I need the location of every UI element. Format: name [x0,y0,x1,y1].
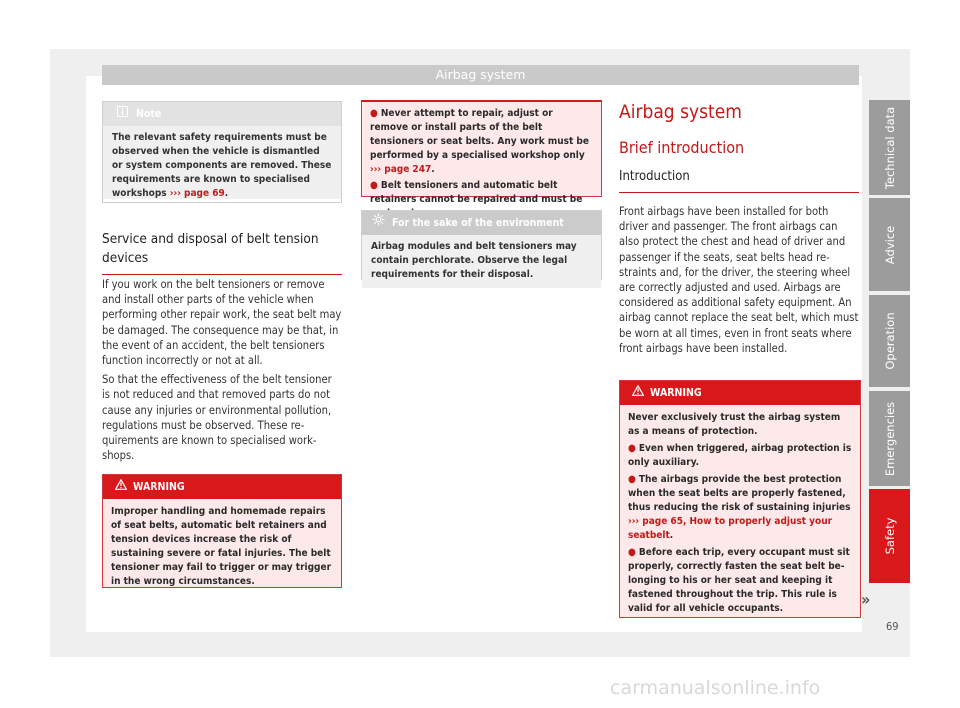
bullet-text: Even when triggered, airbag protection is only auxiliary. [628,443,852,468]
section-title: Airbag system [619,101,742,123]
paragraph: Front airbags have been installed for both driver and passenger. The front airbags can also protect the chest and head of driver and passenger if the seats, seat belts head restraints and, for the driver, the steering wheel are correctly adjusted and used. Airbags are considered as additional safety equipment. An airbag cannot replace the seat belt, which must be worn at all times, even in front seats where front airbags have been installed. [619,205,859,355]
warning-box [102,474,342,588]
running-header: Airbag system [102,65,859,85]
bullet-item [628,546,852,616]
bullet-icon: ● [370,108,378,119]
section-intro-heading: Introduction [619,169,690,184]
airbag-warning-body [620,405,860,623]
service-heading-block [102,230,342,275]
heading-rule [619,192,859,193]
info-icon [117,102,128,126]
tab-label: Operation [882,312,897,370]
service-heading: Service and disposal of belt tension devices [102,231,319,266]
environment-icon [372,211,385,235]
section-subtitle: Brief introduction [619,138,745,157]
warning-header [620,381,860,405]
tab-label: Technical data [882,106,897,189]
warning-box-continued [361,100,602,205]
watermark-text: carmanualsonline.info [610,677,821,699]
warning-triangle-icon [115,475,127,499]
bullet-text: Before each trip, every occupant must sit properly, correctly fasten the seat belt belonging to his or her seat and keeping it fastened throughout the trip. This rule is valid for all vehicle occupants. [628,547,850,614]
bullet-icon: ● [628,443,636,454]
page-link[interactable]: ››› page 65, How to properly adjust your seatbelt [628,516,833,541]
continue-marker: » [861,590,871,609]
note-box [102,101,342,203]
paragraph: If you work on the belt tensioners or remove and install other parts of the vehicle when performing other repair work, the seat belt may be damaged. The consequence may be that, in the event of an accident, the belt tensioners function incorrectly or not at all. [102,278,342,368]
bullet-text: Belt tensioners and automatic belt retainers cannot be repaired and must be [370,180,583,205]
tab-technical-data[interactable] [869,100,910,195]
tab-safety[interactable] [869,489,910,583]
bullet-icon: ● [628,474,636,485]
note-tail: . [224,188,229,199]
right-headings [619,100,859,193]
airbag-warning-box [619,380,861,618]
note-page-link[interactable]: ››› page 69 [169,188,225,199]
bullet-item [370,107,593,177]
warning-text: Improper handling and homemade repairs of seat belts, automatic belt retainers and tension devices increase the risk of sustaining severe or fatal injuries. The belt tensioner may fail to trigger or may trigger in the wrong circumstances. [111,506,332,587]
bullet-icon: ● [628,547,636,558]
heading-rule [102,274,342,275]
paragraph: So that the effectiveness of the belt tensioner is not reduced and that removed parts do not cause any injuries or environmental pollution, regulations must be observed. These requirements are known to specialised workshops. [102,373,332,463]
bullet-item [628,442,852,470]
note-header [103,102,341,126]
tab-label: Emergencies [882,401,897,476]
bullet-item [628,473,852,543]
tab-operation[interactable] [869,295,910,387]
tab-emergencies[interactable] [869,391,910,486]
bullet-text: The airbags provide the best protection when the seat belts are properly fastened, thus reducing the risk of sustaining injuries [628,474,851,513]
note-body [103,126,341,199]
note-text: The relevant safety requirements must be observed when the vehicle is dismantled or system components are removed. These requirements are known to specialised workshops [112,132,332,199]
warning-label: WARNING [650,387,702,399]
warning-intro: Never exclusively trust the airbag system as a means of protection. [628,412,841,437]
tab-label: Safety [882,517,897,555]
page-number: 69 [886,620,899,633]
warning-label: WARNING [133,481,185,493]
left-body-text [102,277,342,463]
tab-advice[interactable] [869,198,910,291]
warning-triangle-icon [632,381,644,405]
right-body-text [619,204,859,356]
environment-header [362,211,601,235]
bullet-tail: . [669,530,674,541]
tab-label: Advice [882,225,897,264]
note-label: Note [136,108,162,120]
environment-label: For the sake of the environment [392,217,564,229]
page-link[interactable]: ››› page 247 [370,164,432,175]
bullet-icon: ● [370,180,378,191]
environment-box [361,210,602,280]
environment-text: Airbag modules and belt tensioners may contain perchlorate. Observe the legal requirements for their disposal. [362,235,601,288]
warning-header [103,475,341,499]
bullet-tail: . [431,164,435,175]
bullet-text: Never attempt to repair, adjust or remove or install parts of the belt tensioners or seat belts. Any work must be performed by a specialised workshop only [370,108,589,161]
